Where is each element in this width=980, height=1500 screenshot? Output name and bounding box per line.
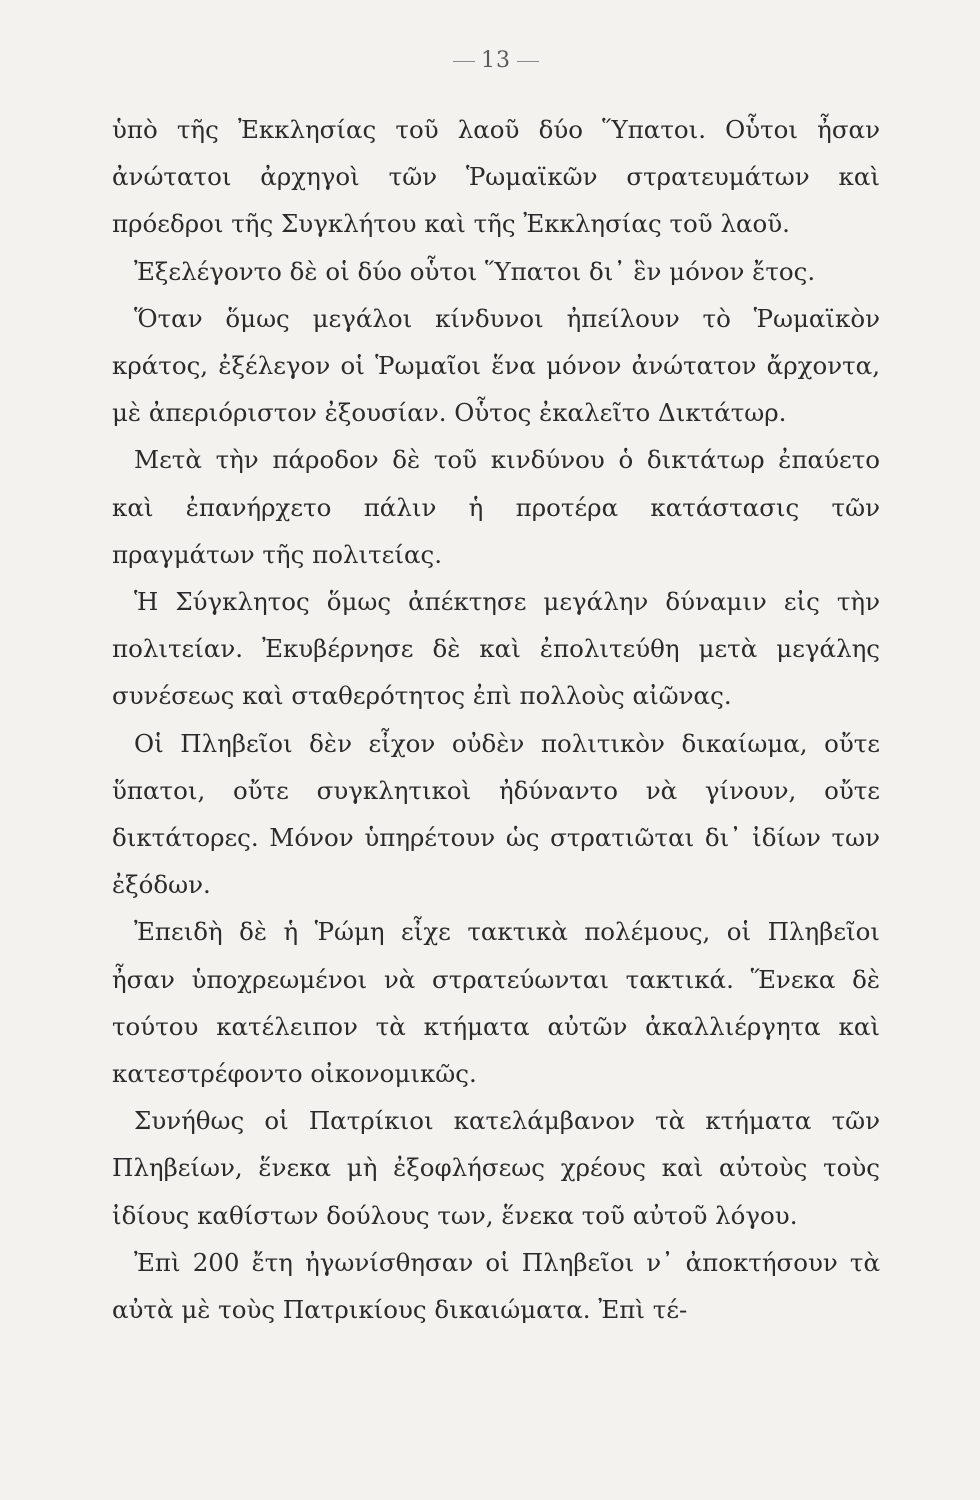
paragraph: Ἐξελέγοντο δὲ οἱ δύο οὗτοι Ὕπατοι δι᾽ ἓν μόνον ἔτος. bbox=[134, 256, 816, 286]
paragraph: Μετὰ τὴν πάροδον δὲ τοῦ κινδύνου ὁ δικτάτωρ ἐπαύετο καὶ ἐπανήρχετο πάλιν ἡ προτέρα κατάστασις τῶν πραγμάτων τῆς πολιτείας. bbox=[112, 445, 880, 569]
paragraph: Ὅταν ὅμως μεγάλοι κίνδυνοι ἠπείλουν τὸ Ῥωμαϊκὸν κράτος, ἐξέλεγον οἱ Ῥωμαῖοι ἕνα μόνον ἀνώτατον ἄρχοντα, μὲ ἀπεριόριστον ἐξουσίαν. Οὗτος ἐκαλεῖτο Δικτάτωρ. bbox=[112, 303, 880, 428]
body-text bbox=[112, 106, 880, 1333]
paragraph: ὑπὸ τῆς Ἐκκλησίας τοῦ λαοῦ δύο Ὕπατοι. Οὗτοι ἦσαν ἀνώτατοι ἀρχηγοὶ τῶν Ῥωμαϊκῶν στρατευμάτων καὶ πρόεδροι τῆς Συγκλήτου καὶ τῆς Ἐκκλησίας τοῦ λαοῦ. bbox=[112, 115, 880, 239]
paragraph: Ἐπειδὴ δὲ ἡ Ῥώμη εἶχε τακτικὰ πολέμους, οἱ Πληβεῖοι ἦσαν ὑποχρεωμένοι νὰ στρατεύωνται τακτικά. Ἕνεκα δὲ τούτου κατέλειπον τὰ κτήματα αὐτῶν ἀκαλλιέργητα καὶ κατεστρέφοντο οἰκονομικῶς. bbox=[112, 917, 880, 1089]
page-number-dash-left bbox=[453, 61, 475, 62]
paragraph: Ἐπὶ 200 ἔτη ἠγωνίσθησαν οἱ Πληβεῖοι ν᾽ ἀποκτήσουν τὰ αὐτὰ μὲ τοὺς Πατρικίους δικαιώματα. Ἐπὶ τέ- bbox=[112, 1247, 880, 1325]
paragraph: Ἡ Σύγκλητος ὅμως ἀπέκτησε μεγάλην δύναμιν εἰς τὴν πολιτείαν. Ἐκυβέρνησε δὲ καὶ ἐπολιτεύθη μετὰ μεγάλης συνέσεως καὶ σταθερότητος ἐπὶ πολλοὺς αἰῶνας. bbox=[112, 587, 880, 711]
paragraph: Οἱ Πληβεῖοι δὲν εἶχον οὐδὲν πολιτικὸν δικαίωμα, οὔτε ὕπατοι, οὔτε συγκλητικοὶ ἠδύναντο νὰ γίνουν, οὔτε δικτάτορες. Μόνον ὑπηρέτουν ὡς στρατιῶται δι᾽ ἰδίων των ἐξόδων. bbox=[112, 728, 880, 900]
paragraph: Συνήθως οἱ Πατρίκιοι κατελάμβανον τὰ κτήματα τῶν Πληβείων, ἕνεκα μὴ ἐξοφλήσεως χρέους καὶ αὐτοὺς τοὺς ἰδίους καθίστων δούλους των, ἕνεκα τοῦ αὐτοῦ λόγου. bbox=[112, 1106, 880, 1230]
page-number bbox=[112, 50, 880, 100]
page-number-dash-right bbox=[517, 61, 539, 62]
page-number-value: 13 bbox=[481, 48, 511, 73]
